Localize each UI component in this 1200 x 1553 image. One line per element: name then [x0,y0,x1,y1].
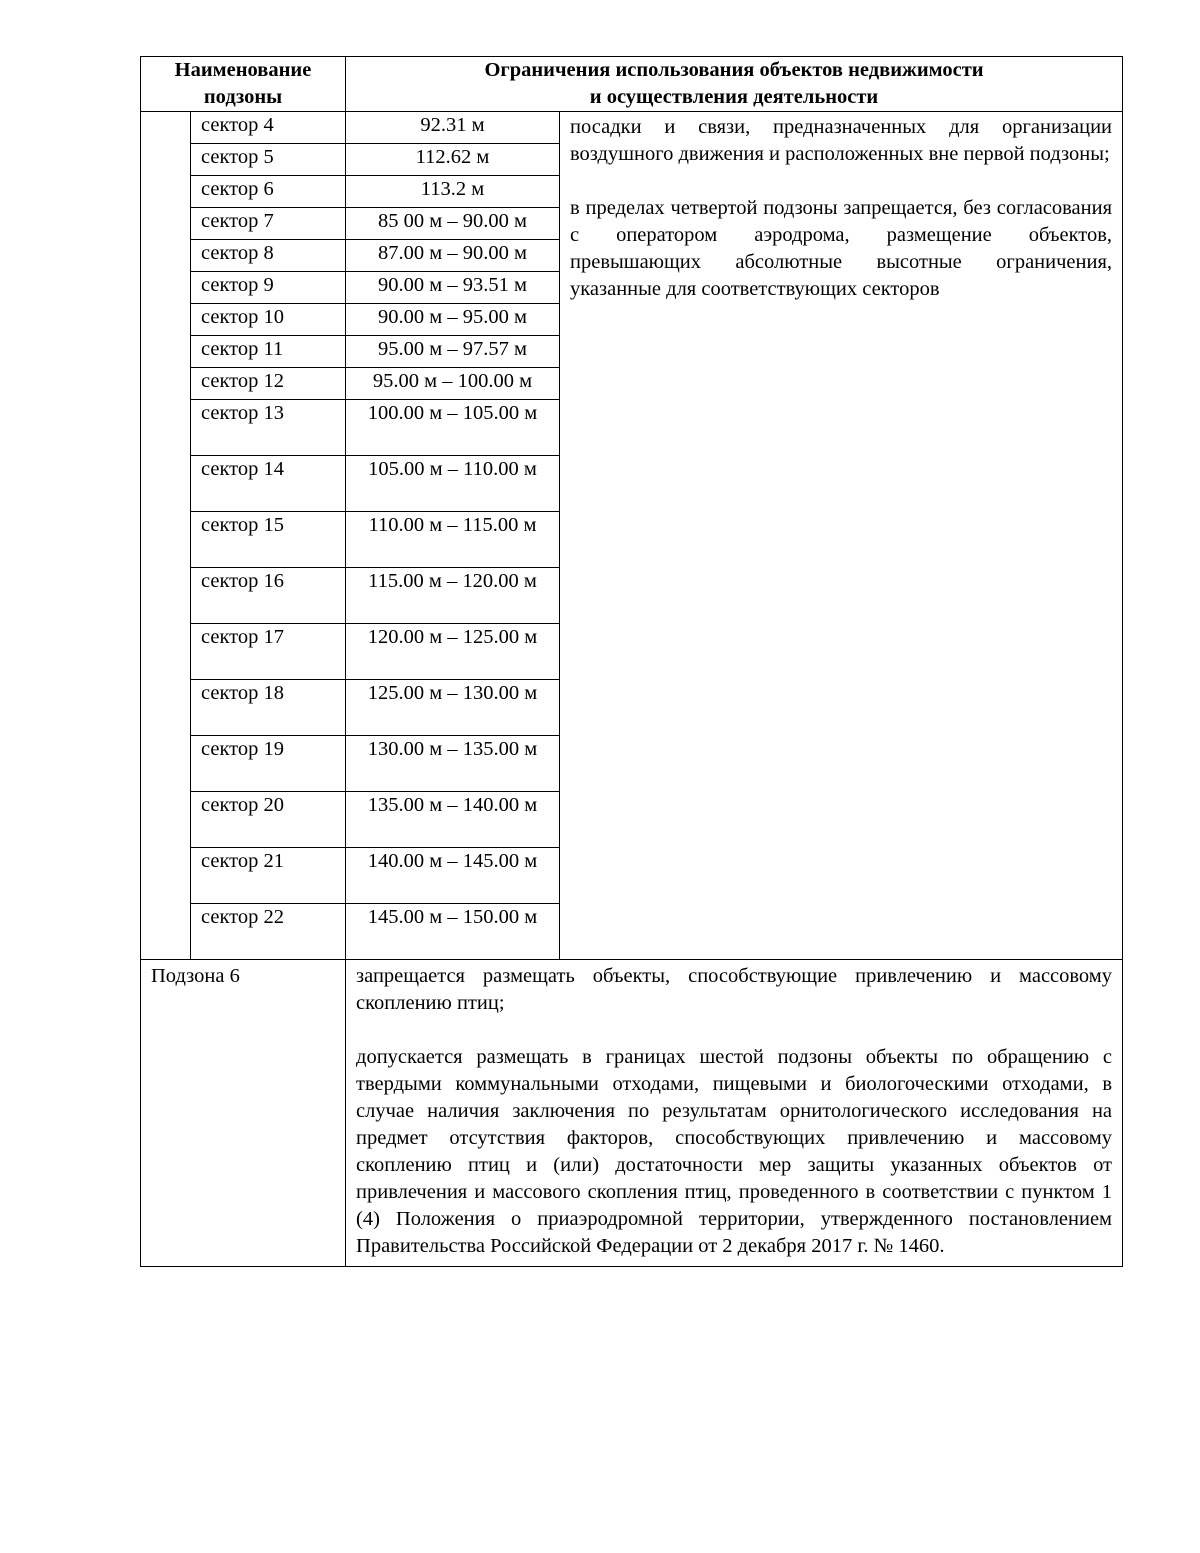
sector-name: сектор 19 [191,736,346,792]
zone6-row [141,960,1123,1267]
sector-height-value: 110.00 м – 115.00 м [346,512,560,568]
sector-name: сектор 15 [191,512,346,568]
zone6-name-cell [141,960,346,1267]
sector-height-value: 120.00 м – 125.00 м [346,624,560,680]
sector-height-value: 130.00 м – 135.00 м [346,736,560,792]
sector-name: сектор 6 [191,176,346,208]
sector-height-value: 140.00 м – 145.00 м [346,848,560,904]
sector-height-value: 100.00 м – 105.00 м [346,400,560,456]
sector-name: сектор 13 [191,400,346,456]
header-subzone-name-text: Наименование подзоны [174,59,312,108]
sector-name: сектор 16 [191,568,346,624]
sector-table-body [141,112,1123,960]
sector-name: сектор 9 [191,272,346,304]
sector-height-value: 112.62 м [346,144,560,176]
restriction-paragraph-2: в пределах четвертой подзоны запрещается, без согласования с оператором аэродрома, размещение объектов, превышающих абсолютные высотные ограничения, указанные для соответствующих секторов [570,197,1113,300]
sector-row [141,112,1123,144]
sector-height-value: 90.00 м – 93.51 м [346,272,560,304]
sector-name: сектор 20 [191,792,346,848]
zone6-name: Подзона 6 [151,965,240,987]
sector-height-value: 95.00 м – 100.00 м [346,368,560,400]
header-restrictions-line1: Ограничения использования объектов недвижимости [484,59,984,81]
zone6-restrictions-cell [346,960,1123,1267]
zone6-paragraph-1: запрещается размещать объекты, способствующие привлечению и массовому скоплению птиц; [356,965,1113,1014]
header-restrictions-line2: и осуществления деятельности [589,86,879,108]
sector-name: сектор 12 [191,368,346,400]
sector-height-value: 145.00 м – 150.00 м [346,904,560,960]
sector-name: сектор 21 [191,848,346,904]
header-subzone-name [141,57,346,112]
sector-name: сектор 17 [191,624,346,680]
sector-height-value: 105.00 м – 110.00 м [346,456,560,512]
document-page [140,56,1122,1267]
sector-height-value: 90.00 м – 95.00 м [346,304,560,336]
sector-height-value: 95.00 м – 97.57 м [346,336,560,368]
header-restrictions [346,57,1123,112]
restriction-paragraph-1: посадки и связи, предназначенных для организации воздушного движения и расположенных вне первой подзоны; [570,116,1113,165]
zone6-paragraph-2: допускается размещать в границах шестой подзоны объекты по обращению с твердыми коммунальными отходами, пищевыми и биологоческими отходами, в случае наличия заключения по результатам орнитологического исследования на предмет отсутствия факторов, способствующих привлечению и массовому скоплению птиц и (или) достаточности мер защиты указанных объектов от привлечения и массового скопления птиц, проведенного в соответствии с пунктом 1 (4) Положения о приаэродромной территории, утвержденного постановлением Правительства Российской Федерации от 2 декабря 2017 г. № 1460. [356,1046,1113,1257]
sector-name: сектор 10 [191,304,346,336]
sector-height-value: 125.00 м – 130.00 м [346,680,560,736]
zone-restrictions-cell [560,112,1123,960]
sector-height-value: 87.00 м – 90.00 м [346,240,560,272]
restrictions-table [140,56,1123,1267]
sector-name: сектор 5 [191,144,346,176]
subzone-name-cell-empty [141,112,191,960]
sector-height-value: 113.2 м [346,176,560,208]
sector-height-value: 135.00 м – 140.00 м [346,792,560,848]
sector-height-value: 85 00 м – 90.00 м [346,208,560,240]
sector-name: сектор 18 [191,680,346,736]
sector-height-value: 115.00 м – 120.00 м [346,568,560,624]
sector-name: сектор 8 [191,240,346,272]
sector-name: сектор 22 [191,904,346,960]
sector-name: сектор 4 [191,112,346,144]
sector-name: сектор 7 [191,208,346,240]
sector-name: сектор 14 [191,456,346,512]
sector-name: сектор 11 [191,336,346,368]
sector-height-value: 92.31 м [346,112,560,144]
